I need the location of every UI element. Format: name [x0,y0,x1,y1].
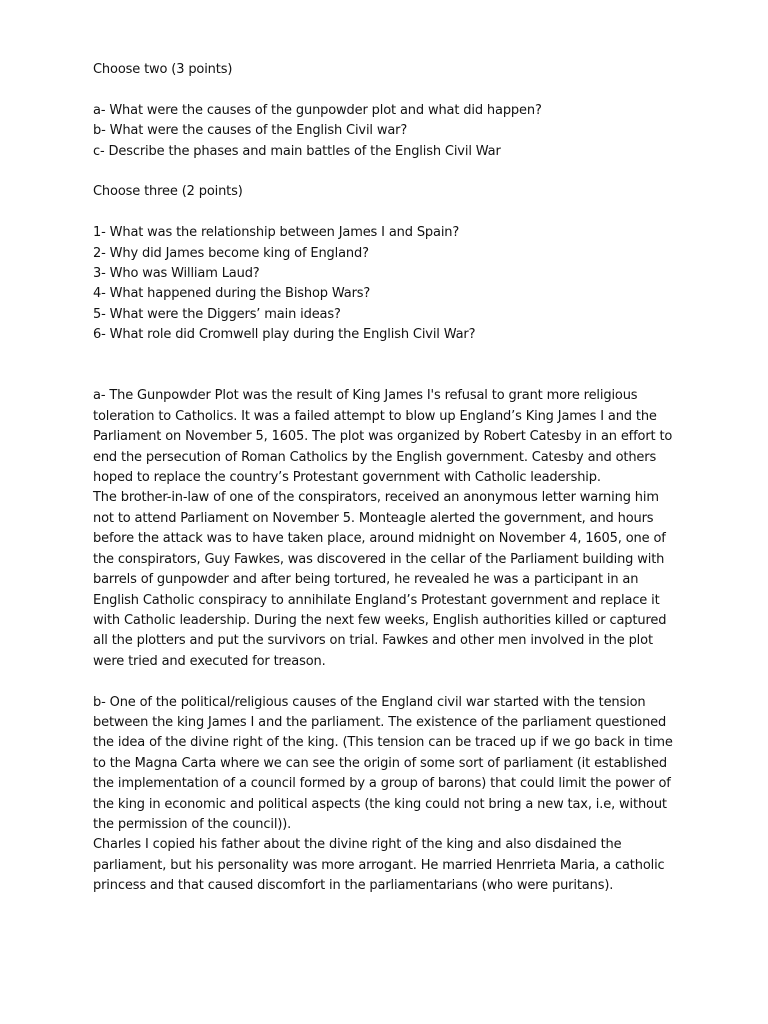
answer-line: the conspirators, Guy Fawkes, was discovered in the cellar of the Parliament building with [93,551,665,567]
answer-line: the implementation of a council formed by a group of barons) that could limit the power of [93,776,671,792]
question-item: 4- What happened during the Bishop Wars? [93,286,371,302]
answer-line: all the plotters and put the survivors on trial. Fawkes and other men involved in the plot [93,633,653,649]
answer-line: a- The Gunpowder Plot was the result of King James I's refusal to grant more religious [93,388,638,404]
answer-line: were tried and executed for treason. [93,653,326,669]
spacer [93,80,678,100]
question-item: 5- What were the Diggers’ main ideas? [93,306,341,322]
answer-a-paragraph [93,386,678,672]
answer-line: to the Magna Carta where we can see the origin of some sort of parliament (it established [93,755,667,771]
answer-line: princess and that caused discomfort in the parliamentarians (who were puritans). [93,878,614,894]
section2-heading: Choose three (2 points) [93,184,243,200]
question-item: b- What were the causes of the English Civil war? [93,123,408,139]
answer-line: the king in economic and political aspects (the king could not bring a new tax, i.e, without [93,796,667,812]
answer-line: b- One of the political/religious causes of the England civil war started with the tension [93,694,646,710]
question-item: 2- Why did James become king of England? [93,245,369,261]
answer-line: the permission of the council)). [93,816,292,832]
section1-heading: Choose two (3 points) [93,62,233,77]
spacer [93,346,678,387]
answer-b-paragraph [93,693,678,897]
answer-line: end the persecution of Roman Catholics by the English government. Catesby and others [93,449,657,465]
document-page [93,60,678,897]
answer-line: not to attend Parliament on November 5. Monteagle alerted the government, and hours [93,510,654,526]
question-item: 3- Who was William Laud? [93,266,260,282]
spacer [93,672,678,692]
question-item: c- Describe the phases and main battles of the English Civil War [93,143,501,159]
answer-line: parliament, but his personality was more arrogant. He married Henrrieta Maria, a catholic [93,857,665,873]
answer-line: before the attack was to have taken place, around midnight on November 4, 1605, one of [93,531,666,547]
answer-line: Parliament on November 5, 1605. The plot was organized by Robert Catesby in an effort to [93,429,673,445]
answer-line: The brother-in-law of one of the conspirators, received an anonymous letter warning him [93,490,659,506]
question-item: 1- What was the relationship between James I and Spain? [93,225,460,241]
answer-line: the idea of the divine right of the king. (This tension can be traced up if we go back in time [93,735,673,751]
answer-line: English Catholic conspiracy to annihilate England’s Protestant government and replace it [93,592,660,608]
answer-line: toleration to Catholics. It was a failed attempt to blow up England’s King James I and the [93,408,657,424]
question-item: a- What were the causes of the gunpowder plot and what did happen? [93,102,542,118]
answer-line: barrels of gunpowder and after being tortured, he revealed he was a participant in an [93,572,639,588]
answer-line: between the king James I and the parliament. The existence of the parliament questioned [93,714,667,730]
spacer [93,162,678,182]
answer-line: Charles I copied his father about the divine right of the king and also disdained the [93,837,622,853]
answer-line: hoped to replace the country’s Protestant government with Catholic leadership. [93,470,601,486]
spacer [93,203,678,223]
answer-line: with Catholic leadership. During the next few weeks, English authorities killed or captured [93,612,667,628]
question-item: 6- What role did Cromwell play during the English Civil War? [93,327,476,343]
